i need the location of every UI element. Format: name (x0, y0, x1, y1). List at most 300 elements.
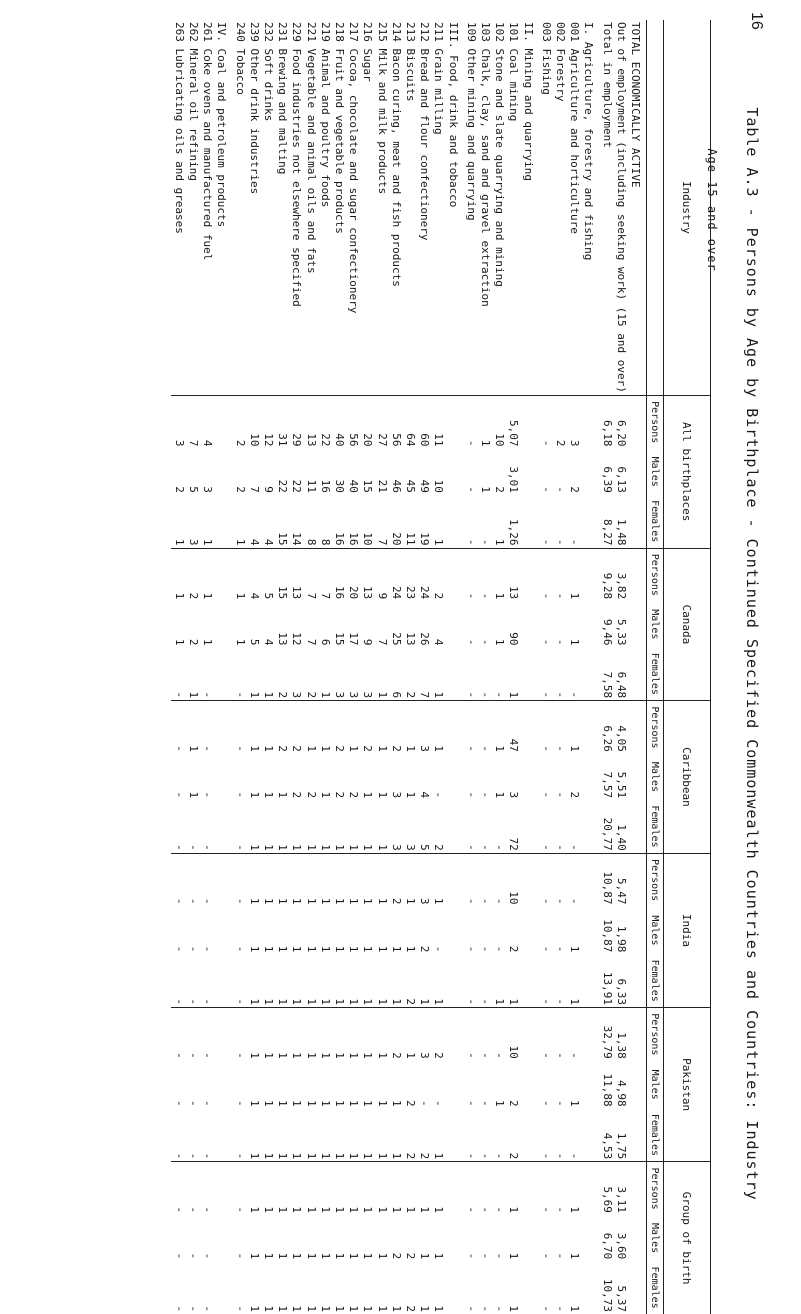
table-row (261, 20, 275, 1314)
table-cell: 1 (568, 1305, 582, 1312)
data-table (172, 20, 712, 1314)
blank-cell (581, 601, 599, 647)
row-label: 232 Soft drinks (261, 22, 275, 122)
table-cell: - (186, 1008, 200, 1061)
table-cell: 1 (276, 844, 290, 851)
table-cell: 72 (507, 837, 521, 851)
blank-cell (520, 1008, 538, 1061)
table-cell: 11 (304, 479, 318, 493)
table-cell: - (539, 998, 553, 1006)
table-cell: 1 (478, 486, 492, 493)
table-cell: 1 (432, 998, 446, 1006)
table-cell: 1 (318, 701, 332, 754)
group-header: India (664, 853, 711, 1007)
table-cell: - (172, 701, 186, 754)
table-cell: - (478, 1008, 492, 1061)
blank-cell (628, 395, 647, 448)
table-cell: 1 (507, 1252, 521, 1260)
table-cell: 1 (346, 1008, 360, 1061)
blank-cell (628, 548, 647, 601)
table-cell: 1 (276, 1305, 290, 1312)
table-cell: 8,27 (600, 519, 614, 546)
table-cell: 1 (347, 945, 361, 953)
table-cell: - (539, 1099, 553, 1107)
table-cell: 10 (247, 395, 261, 448)
table-cell: 1 (172, 538, 186, 546)
row-label: 261 Coke ovens and manufactured fuel (201, 22, 215, 261)
table-cell: - (464, 1305, 478, 1312)
row-label: 262 Mineral oil refining (186, 22, 200, 181)
table-cell: - (464, 1162, 478, 1215)
blank-cell (445, 701, 463, 754)
table-cell: 10 (506, 1008, 520, 1061)
row-label: 217 Cocoa, chocolate and sugar confectionery (347, 22, 361, 314)
table-cell: - (464, 1099, 478, 1107)
table-cell: 20 (360, 395, 374, 448)
table-cell: - (464, 998, 478, 1006)
table-cell: - (172, 853, 186, 906)
table-cell: 1 (403, 945, 417, 953)
table-cell: - (186, 853, 200, 906)
table-cell: 6,33 (614, 978, 628, 1006)
table-cell: 1 (332, 844, 346, 851)
table-cell: 1 (304, 844, 318, 851)
table-cell: - (478, 638, 492, 646)
table-cell: - (464, 1252, 478, 1260)
table-cell: - (464, 1008, 478, 1061)
table-cell: 1 (347, 1099, 361, 1107)
table-cell: 1 (318, 945, 332, 953)
table-cell: - (172, 1008, 186, 1061)
table-cell: 3 (389, 844, 403, 851)
blank-cell (214, 1261, 232, 1314)
table-cell: 1 (568, 1252, 582, 1260)
table-cell: - (201, 1152, 215, 1160)
blank-cell (520, 495, 538, 548)
table-cell: - (464, 844, 478, 851)
table-cell: 10 (432, 479, 446, 493)
table-cell: 1 (361, 1252, 375, 1260)
table-cell: 24 (389, 548, 403, 601)
table-cell: 16 (332, 548, 346, 601)
blank-cell (628, 1162, 647, 1215)
header-row-groups (664, 20, 711, 1314)
table-cell: 1 (303, 1008, 317, 1061)
table-cell: 1 (318, 1162, 332, 1215)
table-cell: 1 (493, 998, 507, 1006)
table-cell: 1 (361, 1305, 375, 1312)
table-cell: - (233, 945, 247, 953)
table-cell: 1 (507, 998, 521, 1006)
blank-cell (581, 701, 599, 754)
table-cell: - (233, 1152, 247, 1160)
table-cell: 1 (290, 1152, 304, 1160)
blank-cell (520, 449, 538, 495)
table-cell: 2 (403, 1252, 417, 1260)
table-cell: 1,26 (507, 519, 521, 546)
table-cell: 15 (332, 632, 346, 646)
table-cell: 47 (506, 701, 520, 754)
table-cell: 3 (347, 691, 361, 699)
table-cell: 6 (389, 691, 403, 699)
table-cell: - (172, 791, 186, 799)
table-cell: 1 (261, 1305, 275, 1312)
table-cell: - (539, 791, 553, 799)
blank-cell (445, 906, 463, 954)
table-cell: 1 (506, 1162, 520, 1215)
row-label: 103 Chalk, clay, sand and gravel extraction (478, 22, 492, 307)
table-row (374, 20, 388, 1314)
table-cell: 1 (247, 1252, 261, 1260)
table-cell: - (553, 486, 567, 493)
table-cell: 1 (361, 1152, 375, 1160)
table-cell: - (478, 1252, 492, 1260)
blank-cell (445, 601, 463, 647)
table-cell: 1 (347, 998, 361, 1006)
table-cell: 1 (347, 1305, 361, 1312)
table-cell: - (553, 1252, 567, 1260)
table-cell: 6,39 (600, 466, 614, 493)
table-cell: - (201, 998, 215, 1006)
table-cell: 1 (275, 1162, 289, 1215)
table-cell: 2 (332, 791, 346, 799)
table-cell: - (200, 701, 214, 754)
table-cell: 16 (318, 479, 332, 493)
blank-cell (214, 449, 232, 495)
table-cell: 1 (261, 1008, 275, 1061)
table-cell: 1 (403, 1162, 417, 1215)
table-row (567, 20, 581, 1314)
table-cell: 1 (261, 945, 275, 953)
table-row (599, 20, 613, 1314)
table-cell: 3 (389, 791, 403, 799)
table-cell: 1 (304, 998, 318, 1006)
table-cell: 1 (247, 701, 261, 754)
table-cell: 26 (418, 632, 432, 646)
table-row (247, 20, 261, 1314)
column-header: Persons (647, 1008, 664, 1061)
table-cell: - (492, 853, 506, 906)
table-cell: 1 (431, 701, 445, 754)
table-cell: 1 (361, 1099, 375, 1107)
blank-cell (214, 395, 232, 448)
column-header: Males (647, 906, 664, 954)
table-cell: - (464, 791, 478, 799)
table-cell: 6,13 (614, 466, 628, 493)
table-cell: - (553, 638, 567, 646)
blank-cell (214, 954, 232, 1007)
blank-cell (628, 1215, 647, 1261)
table-cell: 1 (389, 1305, 403, 1312)
table-cell: 13 (276, 632, 290, 646)
row-label: 239 Other drink industries (247, 22, 261, 195)
column-header: Males (647, 1061, 664, 1109)
table-row (431, 20, 445, 1314)
table-cell: 1 (247, 844, 261, 851)
section-heading-row (628, 20, 647, 1314)
table-cell: - (478, 1162, 492, 1215)
table-cell: - (478, 691, 492, 699)
table-cell: 56 (389, 395, 403, 448)
table-cell: 1 (201, 638, 215, 646)
table-cell: 1 (186, 791, 200, 799)
blank-cell (445, 1061, 463, 1109)
table-cell: - (567, 853, 581, 906)
table-cell: 10 (492, 395, 506, 448)
table-cell: - (553, 1099, 567, 1107)
table-cell: 2 (172, 486, 186, 493)
table-cell: 20 (346, 548, 360, 601)
table-cell: - (172, 1152, 186, 1160)
table-cell: 1 (346, 1162, 360, 1215)
table-cell: 6,26 (599, 701, 613, 754)
section-heading: TOTAL ECONOMICALLY ACTIVE (629, 22, 642, 188)
table-cell: 1 (568, 638, 582, 646)
blank-cell (581, 853, 599, 906)
table-cell: - (553, 548, 567, 601)
table-cell: 1 (332, 1152, 346, 1160)
section-heading: IV. Coal and petroleum products (215, 22, 229, 228)
table-cell: 1 (318, 844, 332, 851)
table-cell: 3,82 (614, 548, 628, 601)
table-cell: - (539, 638, 553, 646)
table-cell: 16 (332, 532, 346, 546)
table-row (332, 20, 346, 1314)
table-cell: 1 (375, 1252, 389, 1260)
table-cell: 1 (375, 844, 389, 851)
blank-cell (445, 1261, 463, 1314)
table-cell: 1 (403, 1008, 417, 1061)
table-cell: - (553, 1162, 567, 1215)
table-row (403, 20, 417, 1314)
blank-cell (214, 1162, 232, 1215)
table-cell: - (493, 844, 507, 851)
table-cell: 46 (389, 479, 403, 493)
blank-cell (214, 548, 232, 601)
table-cell: - (464, 701, 478, 754)
table-cell: 10,73 (600, 1278, 614, 1312)
table-cell: 2 (553, 395, 567, 448)
table-cell: 4 (432, 638, 446, 646)
blank-cell (445, 449, 463, 495)
table-cell: 15 (276, 532, 290, 546)
table-cell: - (478, 1099, 492, 1107)
table-cell: 5,69 (599, 1162, 613, 1215)
table-cell: - (464, 486, 478, 493)
table-cell: 1 (318, 1008, 332, 1061)
blank-cell (445, 800, 463, 853)
row-label: 221 Vegetable and animal oils and fats (304, 22, 318, 274)
table-cell: 1 (389, 1152, 403, 1160)
table-row (417, 20, 431, 1314)
table-cell: 5 (247, 638, 261, 646)
table-cell: - (186, 998, 200, 1006)
table-cell: 6 (318, 638, 332, 646)
table-cell: 1 (290, 945, 304, 953)
table-cell: 3,11 (614, 1162, 628, 1215)
table-cell: 1 (290, 844, 304, 851)
table-cell: - (464, 853, 478, 906)
table-cell: 6,18 (599, 395, 613, 448)
table-cell: 1 (417, 1162, 431, 1215)
table-cell: 3,60 (614, 1232, 628, 1260)
table-cell: 1 (374, 1008, 388, 1061)
table-cell: 11,88 (600, 1073, 614, 1107)
table-cell: 30 (332, 479, 346, 493)
blank-cell (520, 701, 538, 754)
table-cell: - (172, 1162, 186, 1215)
table-cell: 11 (403, 532, 417, 546)
table-cell: - (201, 791, 215, 799)
blank-cell (581, 906, 599, 954)
group-header: Canada (664, 548, 711, 701)
table-row (506, 20, 520, 1314)
row-label: 213 Biscuits (403, 22, 417, 102)
table-row (289, 20, 303, 1314)
table-cell: - (493, 691, 507, 699)
table-cell: 1,75 (614, 1132, 628, 1160)
blank-cell (581, 647, 599, 700)
table-row (464, 20, 478, 1314)
table-cell: - (553, 701, 567, 754)
table-cell: 1,48 (614, 519, 628, 546)
table-cell: 2 (389, 1008, 403, 1061)
header-row-sex (647, 20, 664, 1314)
table-cell: 2 (186, 638, 200, 646)
table-cell: 19 (418, 532, 432, 546)
table-cell: 1 (303, 701, 317, 754)
table-cell: 1 (389, 998, 403, 1006)
table-cell: 1 (347, 1252, 361, 1260)
table-cell: 23 (403, 548, 417, 601)
table-cell: 2 (347, 791, 361, 799)
blank-cell (520, 1215, 538, 1261)
table-cell: 1 (318, 691, 332, 699)
blank-cell (581, 1061, 599, 1109)
table-cell: 5,33 (614, 618, 628, 646)
table-cell: 2 (233, 486, 247, 493)
table-cell: 7 (375, 538, 389, 546)
table-cell: 2 (389, 1252, 403, 1260)
blank-cell (445, 647, 463, 700)
table-cell: - (432, 1099, 446, 1107)
table-cell: 12 (290, 632, 304, 646)
table-cell: 15 (275, 548, 289, 601)
table-cell: 1 (261, 844, 275, 851)
blank-cell (520, 1109, 538, 1162)
table-cell: 1,98 (614, 925, 628, 953)
table-cell: 1 (346, 853, 360, 906)
table-cell: - (568, 538, 582, 546)
table-cell: - (186, 1305, 200, 1312)
table-cell: 1 (332, 998, 346, 1006)
table-cell: 1 (304, 1099, 318, 1107)
row-label: 214 Bacon curing, meat and fish products (389, 22, 403, 287)
table-cell: - (172, 1252, 186, 1260)
table-cell: 1 (261, 1152, 275, 1160)
table-cell: 1 (374, 1162, 388, 1215)
table-cell: 10,87 (600, 919, 614, 953)
table-cell: - (478, 791, 492, 799)
table-cell: 1 (375, 1099, 389, 1107)
table-cell: 3 (403, 844, 417, 851)
table-cell: 4 (247, 538, 261, 546)
table-cell: 1 (346, 701, 360, 754)
group-header: All birthplaces (664, 395, 711, 548)
table-cell: - (539, 538, 553, 546)
table-cell: 20,77 (600, 817, 614, 851)
table-row (553, 20, 567, 1314)
table-cell: 1 (261, 691, 275, 699)
column-header: Persons (647, 395, 664, 448)
table-cell: - (232, 1162, 246, 1215)
table-cell: 2 (418, 1152, 432, 1160)
section-heading: I. Agriculture, forestry and fishing (582, 22, 596, 261)
table-cell: 1 (567, 1162, 581, 1215)
table-cell: - (186, 1099, 200, 1107)
table-cell: - (464, 945, 478, 953)
table-cell: - (432, 945, 446, 953)
table-cell: 1 (418, 998, 432, 1006)
table-cell: 14 (290, 532, 304, 546)
table-cell: 2 (275, 701, 289, 754)
table-cell: 1 (201, 538, 215, 546)
table-cell: 4,05 (614, 701, 628, 754)
table-cell: 7 (375, 638, 389, 646)
table-cell: 1 (261, 791, 275, 799)
section-heading-row (214, 20, 232, 1314)
row-label: 216 Sugar (361, 22, 375, 82)
table-cell: 4 (261, 638, 275, 646)
table-cell: 1 (375, 1305, 389, 1312)
table-cell: 1 (232, 548, 246, 601)
table-cell: - (172, 945, 186, 953)
table-cell: 3 (201, 486, 215, 493)
blank-cell (581, 449, 599, 495)
table-row (614, 20, 628, 1314)
table-cell: 1 (276, 791, 290, 799)
section-heading-row (445, 20, 463, 1314)
table-cell: - (539, 1252, 553, 1260)
row-label: 109 Other mining and quarrying (464, 22, 478, 221)
row-label: Total in employment (600, 22, 614, 148)
table-cell: - (567, 1008, 581, 1061)
table-cell: 5,47 (614, 853, 628, 906)
blank-cell (628, 800, 647, 853)
table-cell: - (553, 691, 567, 699)
table-cell: - (478, 1305, 492, 1312)
table-cell: 15 (361, 479, 375, 493)
row-label: 003 Fishing (539, 22, 553, 95)
blank-cell (628, 1008, 647, 1061)
table-cell: - (553, 998, 567, 1006)
blank-cell (520, 1162, 538, 1215)
table-cell: 1 (290, 1252, 304, 1260)
table-cell: 2 (418, 945, 432, 953)
table-cell: 1 (200, 548, 214, 601)
group-header: Group of birth (664, 1162, 711, 1314)
table-cell: 4 (247, 548, 261, 601)
blank-cell (445, 1162, 463, 1215)
table-cell: 1 (233, 638, 247, 646)
table-cell: 1 (361, 791, 375, 799)
table-cell: 4 (261, 538, 275, 546)
table-cell: - (539, 1008, 553, 1061)
table-cell: - (478, 538, 492, 546)
blank-cell (628, 754, 647, 800)
table-cell: 1 (276, 945, 290, 953)
table-cell: 2 (232, 395, 246, 448)
